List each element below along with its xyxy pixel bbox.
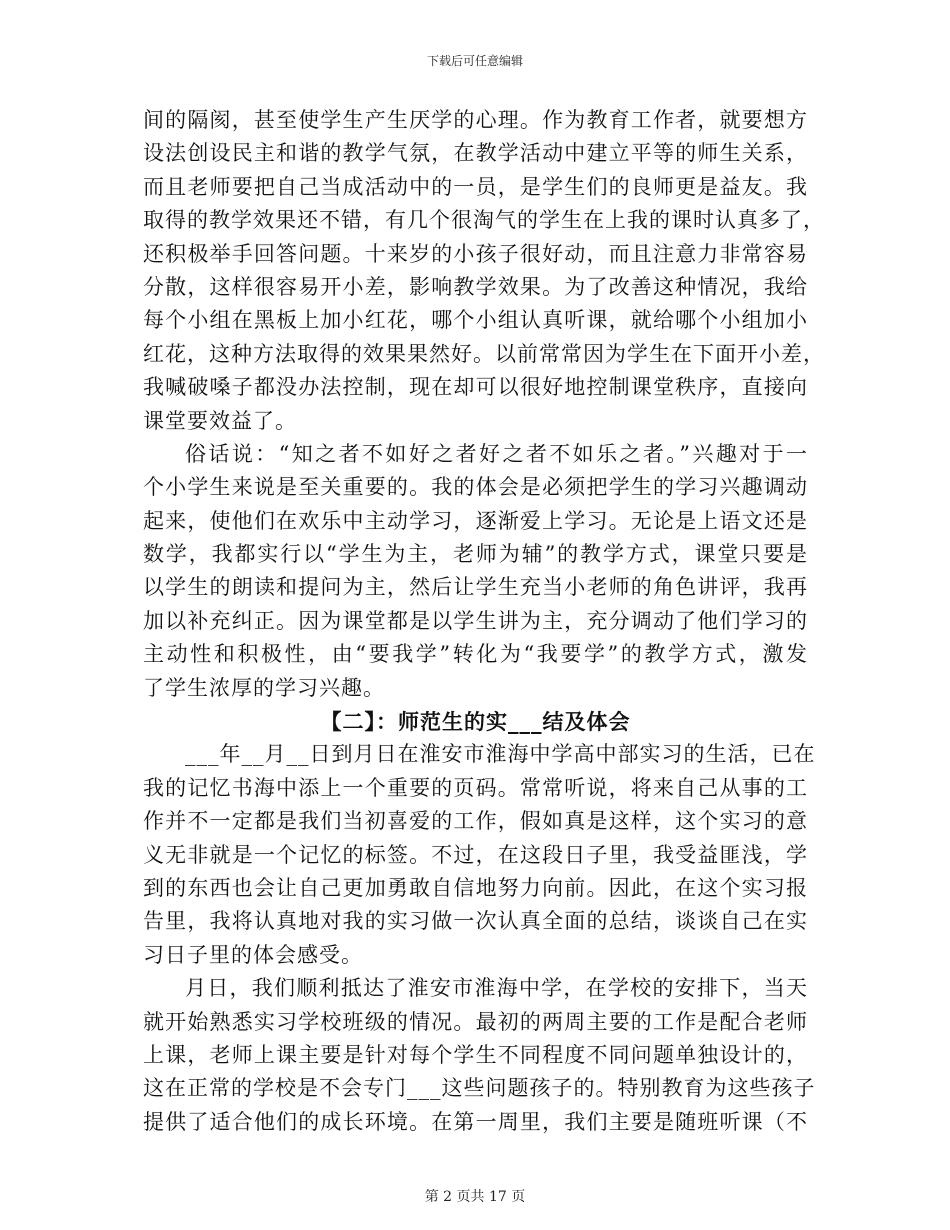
section-heading: 【二】：师范生的实___结及体会: [320, 709, 631, 735]
paragraph: [143, 104, 825, 438]
text-line: 我喊破嗓子都没办法控制，现在却可以很好地控制课堂秩序，直接向: [143, 375, 808, 400]
text-line: 义无非就是一个记忆的标签。不过，在这段日子里，我受益匪浅，学: [143, 842, 808, 867]
text-line: 作并不一定都是我们当初喜爱的工作，假如真是这样，这个实习的意: [143, 809, 808, 834]
text-line: 了学生浓厚的学习兴趣。: [143, 675, 385, 700]
text-line: 而且老师要把自己当成活动中的一员，是学生们的良师更是益友。我: [143, 174, 808, 199]
text-line: 上课，老师上课主要是针对每个学生不同程度不同问题单独设计的，: [143, 1042, 808, 1067]
paragraph: [143, 972, 816, 1139]
text-line: 就开始熟悉实习学校班级的情况。最初的两周主要的工作是配合老师: [143, 1009, 808, 1034]
text-line: 数学，我都实行以“学生为主，老师为辅”的教学方式，课堂只要是: [143, 542, 808, 567]
text-line: 加以补充纠正。因为课堂都是以学生讲为主，充分调动了他们学习的: [143, 608, 808, 633]
paragraph: [143, 438, 808, 705]
text-line: 取得的教学效果还不错，有几个很淘气的学生在上我的课时认真多了，: [143, 208, 825, 233]
text-line: 起来，使他们在欢乐中主动学习，逐渐爱上学习。无论是上语文还是: [143, 508, 808, 533]
text-line: 还积极举手回答问题。十来岁的小孩子很好动，而且注意力非常容易: [143, 241, 808, 266]
page-header: 下载后可任意编辑: [426, 54, 523, 68]
text-line: 习日子里的体会感受。: [143, 942, 363, 967]
text-line: 主动性和积极性，由“要我学”转化为“我要学”的教学方式，激发: [143, 642, 808, 667]
page-footer: 第 2 页共 17 页: [424, 1189, 526, 1205]
text-line: 红花，这种方法取得的效果果然好。以前常常因为学生在下面开小差，: [143, 341, 825, 366]
text-line: 课堂要效益了。: [143, 408, 297, 433]
text-line: 俗话说：“知之者不如好之者好之者不如乐之者。”兴趣对于一: [185, 441, 808, 466]
text-line: 个小学生来说是至关重要的。我的体会是必须把学生的学习兴趣调动: [143, 475, 808, 500]
text-line: 设法创设民主和谐的教学气氛，在教学活动中建立平等的师生关系，: [143, 141, 808, 166]
text-line: 月日，我们顺利抵达了淮安市淮海中学，在学校的安排下，当天: [185, 976, 808, 1001]
paragraph: [143, 738, 816, 972]
text-line: 告里，我将认真地对我的实习做一次认真全面的总结，谈谈自己在实: [143, 909, 808, 934]
text-line: 间的隔阂，甚至使学生产生厌学的心理。作为教育工作者，就要想方: [143, 108, 808, 132]
text-line: 以学生的朗读和提问为主，然后让学生充当小老师的角色讲评，我再: [143, 575, 808, 600]
text-line: ___年__月__日到月日在淮安市淮海中学高中部实习的生活，已在: [185, 742, 816, 767]
text-line: 我的记忆书海中添上一个重要的页码。常常听说，将来自己从事的工: [143, 775, 808, 800]
text-line: 这在正常的学校是不会专门___这些问题孩子的。特别教育为这些孩子: [143, 1076, 816, 1101]
text-line: 分散，这样很容易开小差，影响教学效果。为了改善这种情况，我给: [143, 274, 808, 299]
text-line: 每个小组在黑板上加小红花，哪个小组认真听课，就给哪个小组加小: [143, 308, 808, 333]
text-line: 到的东西也会让自己更加勇敢自信地努力向前。因此，在这个实习报: [143, 875, 808, 900]
text-line: 提供了适合他们的成长环境。在第一周里，我们主要是随班听课（不: [143, 1109, 808, 1134]
document-body: [143, 104, 825, 1139]
